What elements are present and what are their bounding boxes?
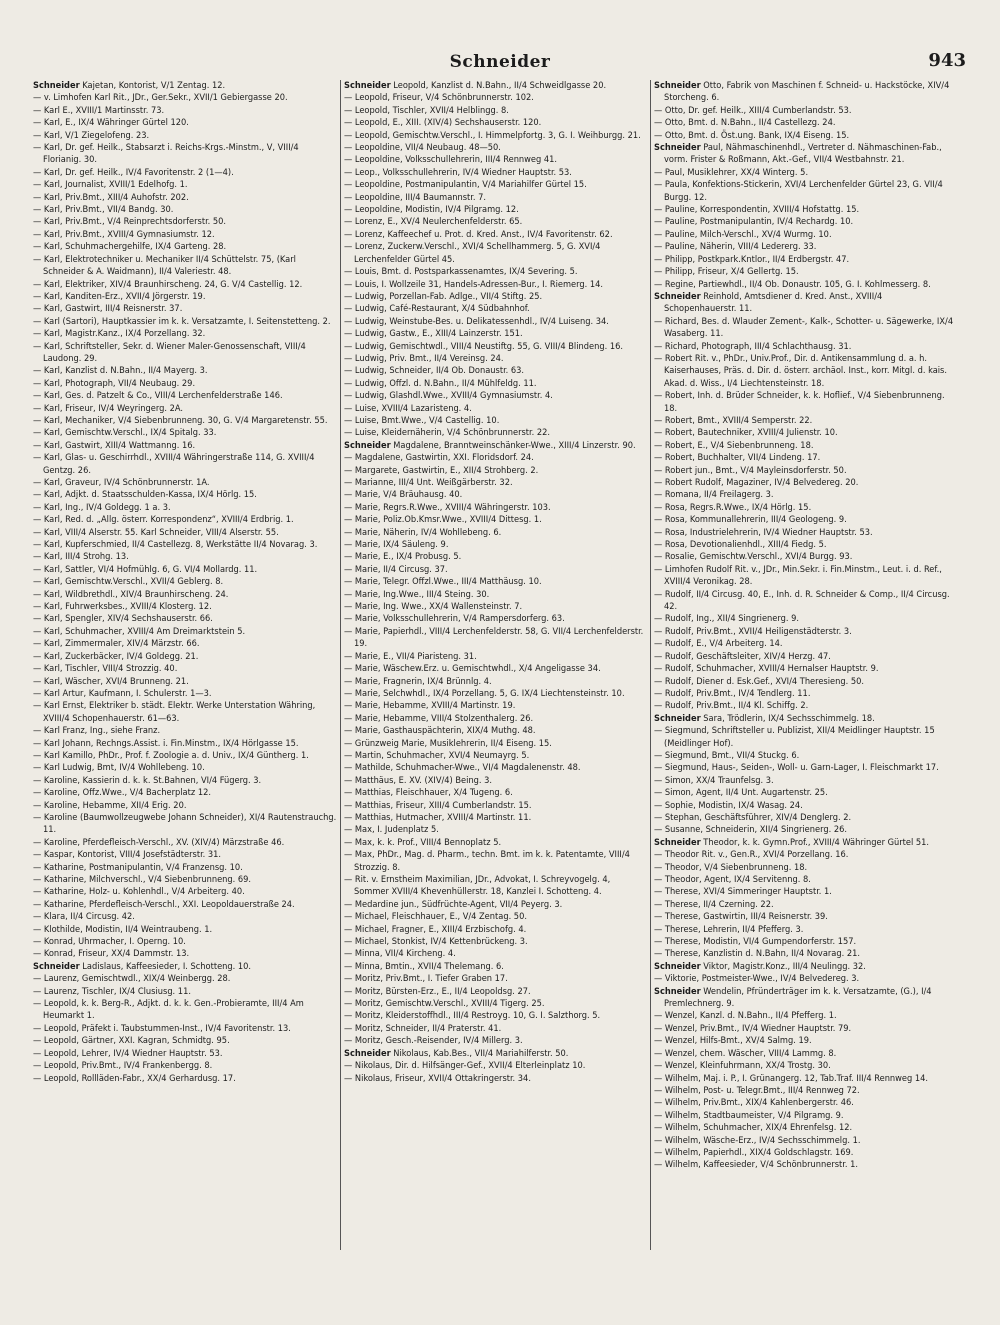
directory-entry: — Marie, Hebamme, VIII/4 Stolzenthalerg. 26.	[344, 712, 534, 724]
directory-entry: Schneider Wendelin, Pfründerträger im k. k. Versatzamte, (G.), I/4 Premlechnerg. 9.	[654, 985, 932, 1010]
directory-entry: — Karl, Zimmermaler, XIV/4 Märzstr. 66.	[33, 638, 200, 650]
directory-entry: — Leopold, Tischler, XVII/4 Helblingg. 8.	[344, 104, 509, 116]
directory-entry: — Karl, Zuckerbäcker, IV/4 Goldegg. 21.	[33, 650, 199, 662]
directory-entry: — Leopold, Lehrer, IV/4 Wiedner Hauptstr. 53.	[33, 1047, 223, 1059]
directory-entry: — Rudolf, Geschäftsleiter, XIV/4 Herzg. 47.	[654, 650, 831, 662]
directory-entry: — Ludwig, Gastw., E., XIII/4 Lainzerstr. 151.	[344, 328, 523, 340]
directory-entry: — Karl, Kupferschmied, II/4 Castellezg. 8, Werkstätte II/4 Novarag. 3.	[33, 539, 318, 551]
directory-entry: — Louis, I. Wollzeile 31, Handels-Adressen-Bur., I. Riemerg. 14.	[344, 278, 603, 290]
directory-entry: — Medardine jun., Südfrüchte-Agent, VII/4 Peyerg. 3.	[344, 898, 563, 910]
directory-columns	[30, 80, 962, 1250]
directory-entry: — Otto, Dr. gef. Heilk., XIII/4 Cumberlandstr. 53.	[654, 104, 852, 116]
directory-entry: — Karl, III/4 Strohg. 13.	[33, 551, 129, 563]
directory-entry: — Marie, Telegr. Offzl.Wwe., III/4 Matthäusg. 10.	[344, 576, 542, 588]
directory-entry: — Marie, Poliz.Ob.Kmsr.Wwe., XVIII/4 Dittesg. 1.	[344, 514, 542, 526]
directory-entry: — Rit. v. Ernstheim Maximilian, JDr., Advokat, I. Schreyvogelg. 4, Sommer XVIII/4 Khevenhüllerstr. 18, Kanzlei I. Schotteng. 4.	[344, 874, 611, 898]
directory-column-2	[340, 80, 650, 1250]
directory-entry: — Karl, Journalist, XVIII/1 Edelhofg. 1.	[33, 179, 188, 191]
directory-entry: — Ludwig, Offzl. d. N.Bahn., II/4 Mühlfeldg. 11.	[344, 377, 537, 389]
directory-entry: Schneider Sara, Trödlerin, IX/4 Sechsschimmelg. 18.	[654, 712, 875, 724]
directory-entry: — Robert jun., Bmt., V/4 Mayleinsdorferstr. 50.	[654, 464, 847, 476]
directory-entry: — Karl, Gastwirt, XIII/4 Wattmanng. 16.	[33, 439, 196, 451]
directory-entry: — Siegmund, Haus-, Seiden-, Woll- u. Garn-Lager, I. Fleischmarkt 17.	[654, 762, 939, 774]
directory-entry: — Karl, Priv.Bmt., XVIII/4 Gymnasiumstr. 12.	[33, 228, 215, 240]
directory-entry: — Moritz, Bürsten-Erz., E., II/4 Leopoldsg. 27.	[344, 985, 531, 997]
directory-entry: — Louis, Bmt. d. Postsparkassenamtes, IX/4 Severing. 5.	[344, 266, 578, 278]
directory-entry: — Wilhelm, Post- u. Telegr.Bmt., III/4 Rennweg 72.	[654, 1084, 860, 1096]
directory-entry: — Robert, Inh. d. Brüder Schneider, k. k. Hoflief., V/4 Siebenbrunneng. 18.	[654, 390, 945, 414]
directory-entry: — Karl, Ges. d. Patzelt & Co., VIII/4 Lerchenfelderstraße 146.	[33, 390, 283, 402]
directory-entry: — Leopoldine, Postmanipulantin, V/4 Mariahilfer Gürtel 15.	[344, 179, 587, 191]
directory-entry: — Paula, Konfektions-Stickerin, XVI/4 Lerchenfelder Gürtel 23, G. VII/4 Burgg. 12.	[654, 179, 943, 203]
directory-entry: — Philipp, Friseur, X/4 Gellertg. 15.	[654, 266, 799, 278]
directory-entry: — Siegmund, Schriftsteller u. Publizist, XII/4 Meidlinger Hauptstr. 15 (Meidlinger Hof).	[654, 725, 935, 749]
directory-entry: — Leopold, Priv.Bmt., IV/4 Frankenbergg. 8.	[33, 1060, 213, 1072]
directory-entry: — Katharine, Postmanipulantin, V/4 Franzensg. 10.	[33, 861, 243, 873]
directory-entry: Schneider Kajetan, Kontorist, V/1 Zentag. 12.	[33, 80, 226, 91]
directory-entry: — Rudolf, Priv.Bmt., IV/4 Tendlerg. 11.	[654, 687, 811, 699]
directory-entry: — Margarete, Gastwirtin, E., XII/4 Strohberg. 2.	[344, 464, 539, 476]
directory-entry: — Laurenz, Tischler, IX/4 Clusiusg. 11.	[33, 985, 191, 997]
directory-entry: — Wilhelm, Papierhdl., XIX/4 Goldschlagstr. 169.	[654, 1146, 854, 1158]
directory-entry: — Rosa, Industrielehrerin, IV/4 Wiedner Hauptstr. 53.	[654, 526, 873, 538]
directory-entry: — Karl Artur, Kaufmann, I. Schulerstr. 1—3.	[33, 687, 212, 699]
directory-entry: — Karl, Ing., IV/4 Goldegg. 1 a. 3.	[33, 501, 171, 513]
directory-entry: — Rudolf, Schuhmacher, XVIII/4 Hernalser Hauptstr. 9.	[654, 663, 879, 675]
directory-entry: — Matthias, Friseur, XIII/4 Cumberlandstr. 15.	[344, 799, 532, 811]
directory-entry: — Karl Johann, Rechngs.Assist. i. Fin.Minstm., IX/4 Hörlgasse 15.	[33, 737, 299, 749]
directory-entry: — Minna, Bmtin., XVII/4 Thelemang. 6.	[344, 960, 504, 972]
directory-entry: — Marie, IX/4 Säuleng. 9.	[344, 539, 449, 551]
directory-entry: — Marie, Ing. Wwe., XX/4 Wallensteinstr. 7.	[344, 601, 523, 613]
directory-entry: Schneider Paul, Nähmaschinenhdl., Vertreter d. Nähmaschinen-Fab., vorm. Frister & Roßmann, Akt.-Gef., VII/4 Westbahnstr. 21.	[654, 142, 942, 166]
directory-entry: Schneider Reinhold, Amtsdiener d. Kred. Anst., XVIII/4 Schopenhauerstr. 11.	[654, 290, 883, 315]
directory-entry: Schneider Viktor, Magistr.Konz., III/4 Neulingg. 32.	[654, 960, 866, 972]
directory-entry: — Ludwig, Glashdl.Wwe., XVIII/4 Gymnasiumstr. 4.	[344, 390, 553, 402]
directory-entry: — Marie, Gasthauspächterin, XIX/4 Muthg. 48.	[344, 725, 536, 737]
directory-entry: — Pauline, Postmanipulantin, IV/4 Rechardg. 10.	[654, 216, 854, 228]
directory-entry: — Karoline, Kassierin d. k. k. St.Bahnen, VI/4 Fügerg. 3.	[33, 774, 262, 786]
directory-entry: — Moritz, Gesch.-Reisender, IV/4 Millerg. 3.	[344, 1035, 523, 1047]
directory-entry: — Leop., Volksschullehrerin, IV/4 Wiedner Hauptstr. 53.	[344, 166, 572, 178]
directory-entry: — Karoline, Pferdefleisch-Verschl., XV. (XIV/4) Märzstraße 46.	[33, 836, 285, 848]
page-number: 943	[928, 50, 966, 71]
directory-entry: — Karl, Adjkt. d. Staatsschulden-Kassa, IX/4 Hörlg. 15.	[33, 489, 257, 501]
directory-entry: — Wilhelm, Kaffeesieder, V/4 Schönbrunnerstr. 1.	[654, 1159, 858, 1171]
directory-entry: — Nikolaus, Friseur, XVII/4 Ottakringerstr. 34.	[344, 1072, 531, 1084]
directory-entry: — Pauline, Korrespondentin, XVIII/4 Hofstattg. 15.	[654, 204, 860, 216]
running-title: Schneider	[449, 52, 551, 72]
directory-entry: — Matthäus, E. XV. (XIV/4) Being. 3.	[344, 774, 493, 786]
directory-entry: Schneider Otto, Fabrik von Maschinen f. Schneid- u. Hackstöcke, XIV/4 Storcheng. 6.	[654, 80, 950, 104]
directory-entry: — Max, k. k. Prof., VIII/4 Bennoplatz 5.	[344, 836, 502, 848]
directory-column-1	[30, 80, 340, 1250]
directory-entry: — Marie, E., IX/4 Probusg. 5.	[344, 551, 462, 563]
directory-entry: — Therese, Modistin, VI/4 Gumpendorferstr. 157.	[654, 936, 857, 948]
directory-entry: — Moritz, Kleiderstoffhdl., III/4 Restroyg. 10, G. I. Salzthorg. 5.	[344, 1010, 601, 1022]
directory-entry: — Otto, Bmt. d. Öst.ung. Bank, IX/4 Eiseng. 15.	[654, 129, 850, 141]
directory-entry: — Marie, E., VII/4 Piaristeng. 31.	[344, 650, 477, 662]
directory-entry: Schneider Theodor, k. k. Gymn.Prof., XVIII/4 Währinger Gürtel 51.	[654, 836, 930, 848]
directory-entry: — Karl, Kanditen-Erz., XVII/4 Jörgerstr. 19.	[33, 290, 206, 302]
directory-entry: — Karl, Glas- u. Geschirrhdl., XVIII/4 Währingerstraße 114, G. XVIII/4 Gentzg. 26.	[33, 452, 315, 476]
directory-entry: — Moritz, Gemischtw.Verschl., XVIII/4 Tigerg. 25.	[344, 998, 545, 1010]
directory-entry: — Wilhelm, Wäsche-Erz., IV/4 Sechsschimmelg. 1.	[654, 1134, 861, 1146]
directory-entry: — Karoline, Offz.Wwe., V/4 Bacherplatz 12.	[33, 787, 211, 799]
directory-entry: — Richard, Bes. d. Wlauder Zement-, Kalk-, Schotter- u. Sägewerke, IX/4 Wasaberg. 11.	[654, 315, 954, 340]
directory-entry: — Wilhelm, Schuhmacher, XIX/4 Ehrenfelsg. 12.	[654, 1122, 853, 1134]
directory-entry: — Ludwig, Priv. Bmt., II/4 Vereinsg. 24.	[344, 352, 504, 364]
directory-entry: — Katharine, Pferdefleisch-Verschl., XXI. Leopoldauerstraße 24.	[33, 898, 295, 910]
directory-entry: — Karl, Spengler, XIV/4 Sechshauserstr. 66.	[33, 613, 213, 625]
directory-entry: — Rosa, Kommunallehrerin, III/4 Geologeng. 9.	[654, 514, 847, 526]
directory-entry: — Pauline, Näherin, VIII/4 Ledererg. 33.	[654, 241, 817, 253]
directory-entry: — Siegmund, Bmt., VII/4 Stuckg. 6.	[654, 749, 800, 761]
directory-entry: — Richard, Photograph, III/4 Schlachthausg. 31.	[654, 340, 852, 352]
directory-entry: — Karl, Magistr.Kanz., IX/4 Porzellang. 32.	[33, 328, 206, 340]
directory-entry: — Paul, Musiklehrer, XX/4 Winterg. 5.	[654, 166, 809, 178]
directory-entry: — Konrad, Friseur, XX/4 Dammstr. 13.	[33, 948, 190, 960]
directory-entry: — Therese, Kanzlistin d. N.Bahn, II/4 Novarag. 21.	[654, 948, 860, 960]
directory-entry: — Kaspar, Kontorist, VIII/4 Josefstädterstr. 31.	[33, 849, 222, 861]
directory-entry: — Laurenz, Gemischtwdl., XIX/4 Weinbergg. 28.	[33, 973, 231, 985]
directory-entry: — Max, PhDr., Mag. d. Pharm., techn. Bmt. im k. k. Patentamte, VIII/4 Strozzig. 8.	[344, 849, 630, 873]
directory-entry: — Karoline, Hebamme, XII/4 Erig. 20.	[33, 799, 187, 811]
directory-entry: — Karl, Gemischtw.Verschl., IX/4 Spitalg. 33.	[33, 427, 217, 439]
directory-entry: — Nikolaus, Dir. d. Hilfsänger-Gef., XVII/4 Elterleinplatz 10.	[344, 1060, 586, 1072]
directory-entry: Schneider Nikolaus, Kab.Bes., VII/4 Mariahilferstr. 50.	[344, 1047, 569, 1059]
directory-entry: — Marie, Näherin, IV/4 Wohllebeng. 6.	[344, 526, 502, 538]
directory-entry: — Rudolf, Diener d. Esk.Gef., XVI/4 Theresieng. 50.	[654, 675, 864, 687]
directory-entry: — Karl, Priv.Bmt., V/4 Reinprechtsdorferstr. 50.	[33, 216, 227, 228]
directory-entry: — Katharine, Holz- u. Kohlenhdl., V/4 Arbeiterg. 40.	[33, 886, 245, 898]
directory-entry: — Luise, Bmt.Wwe., V/4 Castellig. 10.	[344, 414, 500, 426]
directory-entry: — Karl, Mechaniker, V/4 Siebenbrunneng. 30, G. V/4 Margaretenstr. 55.	[33, 414, 328, 426]
directory-entry: — Leopoldine, VII/4 Neubaug. 48—50.	[344, 142, 501, 154]
directory-entry: — Therese, XVI/4 Simmeringer Hauptstr. 1.	[654, 886, 832, 898]
directory-entry: — Leopoldine, Modistin, IV/4 Pilgramg. 12.	[344, 204, 519, 216]
directory-entry: — Rudolf, Ing., XII/4 Singrienerg. 9.	[654, 613, 799, 625]
directory-entry: — Grünzweig Marie, Musiklehrerin, II/4 Eiseng. 15.	[344, 737, 552, 749]
directory-entry: — Karl, Priv.Bmt., XIII/4 Auhofstr. 202.	[33, 191, 189, 203]
directory-entry: — Michael, Fleischhauer, E., V/4 Zentag. 50.	[344, 911, 527, 923]
directory-entry: — Rudolf, II/4 Circusg. 40, E., Inh. d. R. Schneider & Comp., II/4 Circusg. 42.	[654, 588, 950, 613]
page-header	[30, 48, 970, 78]
directory-entry: Schneider Ladislaus, Kaffeesieder, I. Schotteng. 10.	[33, 960, 252, 972]
directory-entry: — Rosalie, Gemischtw.Verschl., XVI/4 Burgg. 93.	[654, 551, 853, 563]
directory-entry: — Magdalene, Gastwirtin, XXI. Floridsdorf. 24.	[344, 452, 534, 464]
directory-entry: — Marianne, III/4 Unt. Weißgärberstr. 32.	[344, 477, 513, 488]
directory-entry: — Konrad, Uhrmacher, I. Operng. 10.	[33, 936, 186, 948]
directory-entry: — Karl, Red. d. „Allg. österr. Korrespondenz“, XVIII/4 Erdbrig. 1.	[33, 514, 294, 526]
directory-entry: — Matthias, Fleischhauer, X/4 Tugeng. 6.	[344, 787, 513, 799]
directory-entry: — Karl E., XVIII/1 Martinsstr. 73.	[33, 104, 165, 116]
directory-entry: — Robert, Buchhalter, VII/4 Lindeng. 17.	[654, 452, 821, 464]
directory-entry: — Michael, Stonkist, IV/4 Kettenbrückeng. 3.	[344, 936, 528, 948]
directory-entry: — Karl, VIII/4 Alserstr. 55. Karl Schneider, VIII/4 Alserstr. 55.	[33, 526, 279, 538]
directory-entry: — Ludwig, Gemischtwdl., VIII/4 Neustiftg. 55, G. VIII/4 Blindeng. 16.	[344, 340, 623, 352]
directory-entry: — Leopoldine, Volksschullehrerin, III/4 Rennweg 41.	[344, 154, 558, 166]
directory-entry: — Wenzel, Priv.Bmt., IV/4 Wiedner Hauptstr. 79.	[654, 1022, 852, 1034]
directory-entry: — Wenzel, Kanzl. d. N.Bahn., II/4 Pfefferg. 1.	[654, 1010, 837, 1022]
directory-entry: — Marie, Papierhdl., VIII/4 Lerchenfelderstr. 58, G. VII/4 Lerchenfelderstr. 19.	[344, 625, 644, 650]
directory-entry: — Otto, Bmt. d. N.Bahn., II/4 Castellezg. 24.	[654, 117, 836, 129]
directory-entry: — Regine, Partiewhdl., II/4 Ob. Donaustr. 105, G. I. Kohlmesserg. 8.	[654, 278, 931, 290]
directory-entry: — Karl, Priv.Bmt., VII/4 Bandg. 30.	[33, 204, 174, 216]
directory-entry: — Theodor, Agent, IX/4 Servitenng. 8.	[654, 874, 811, 885]
directory-entry: — Leopoldine, III/4 Baumannstr. 7.	[344, 191, 486, 203]
directory-entry: — Karl Ludwig, Bmt, IV/4 Wohllebeng. 10.	[33, 762, 205, 774]
directory-entry: — Karl Franz, Ing., siehe Franz.	[33, 725, 161, 737]
directory-entry: — Philipp, Postkpark.Kntlor., II/4 Erdbergstr. 47.	[654, 253, 850, 265]
directory-entry: — Karl, Friseur, IV/4 Weyringerg. 2A.	[33, 402, 183, 414]
directory-entry: — Luise, Kleidernäherin, V/4 Schönbrunnerstr. 22.	[344, 427, 550, 439]
directory-entry: — Leopold, Gärtner, XXI. Kagran, Schmidtg. 95.	[33, 1035, 230, 1047]
directory-entry: — Karl, V/1 Ziegelofeng. 23.	[33, 129, 150, 141]
directory-entry: — Wenzel, Kleinfuhrmann, XX/4 Trostg. 30.	[654, 1060, 831, 1072]
directory-entry: — Simon, XX/4 Traunfelsg. 3.	[654, 774, 774, 786]
directory-entry: — Karl, Gemischtw.Verschl., XVII/4 Geblerg. 8.	[33, 576, 224, 588]
directory-entry: — Klothilde, Modistin, II/4 Weintraubeng. 1.	[33, 923, 213, 935]
directory-entry: — Lorenz, E., XV/4 Neulerchenfelderstr. 65.	[344, 216, 523, 228]
directory-entry: — Karl Ernst, Elektriker b. städt. Elektr. Werke Unterstation Währing, XVIII/4 Schopenhauerstr. 61—63.	[33, 700, 316, 724]
directory-entry: — Wilhelm, Maj. i. P., I. Grünangerg. 12, Tab.Traf. III/4 Rennweg 14.	[654, 1072, 929, 1084]
directory-column-3	[650, 80, 960, 1250]
directory-entry: — Leopold, E., XIII. (XIV/4) Sechshauserstr. 120.	[344, 117, 542, 129]
directory-entry: — Martin, Schuhmacher, XVI/4 Neumayrg. 5.	[344, 749, 530, 761]
directory-entry: — Wenzel, chem. Wäscher, VIII/4 Lammg. 8.	[654, 1047, 837, 1059]
directory-entry: — Rosa, Devotionalienhdl., XIII/4 Fiedg. 5.	[654, 539, 827, 551]
directory-entry: — Robert, Bmt., XVIII/4 Semperstr. 22.	[654, 414, 813, 426]
directory-entry: — Karl, Kanzlist d. N.Bahn., II/4 Mayerg. 3.	[33, 365, 208, 377]
directory-entry: — Marie, Hebamme, XVIII/4 Martinstr. 19.	[344, 700, 516, 712]
directory-entry: — Marie, Wäschew.Erz. u. Gemischtwhdl., X/4 Angeligasse 34.	[344, 663, 601, 675]
directory-entry: — Marie, V/4 Bräuhausg. 40.	[344, 489, 463, 501]
directory-entry: — Leopold, k. k. Berg-R., Adjkt. d. k. k. Gen.-Probieramte, III/4 Am Heumarkt 1.	[33, 998, 304, 1022]
directory-entry: — Michael, Fragner, E., XIII/4 Erzbischofg. 4.	[344, 923, 527, 935]
directory-entry: — Robert, Bautechniker, XVIII/4 Julienstr. 10.	[654, 427, 838, 439]
directory-entry: — Marie, Selchwhdl., IX/4 Porzellang. 5, G. IX/4 Liechtensteinstr. 10.	[344, 687, 625, 699]
directory-entry: — Katharine, Milchverschl., V/4 Siebenbrunneng. 69.	[33, 874, 252, 885]
directory-entry: — Rudolf, Priv.Bmt., XVII/4 Heiligenstädterstr. 3.	[654, 625, 852, 637]
directory-entry: — Lorenz, Kaffeechef u. Prot. d. Kred. Anst., IV/4 Favoritenstr. 62.	[344, 228, 613, 240]
directory-entry: — Rosa, Regrs.R.Wwe., IX/4 Hörlg. 15.	[654, 501, 812, 513]
directory-entry: Schneider Leopold, Kanzlist d. N.Bahn., II/4 Schweidlgasse 20.	[344, 80, 607, 91]
directory-entry: — Karl, Schriftsteller, Sekr. d. Wiener Maler-Genossenschaft, VIII/4 Laudong. 29.	[33, 340, 306, 364]
directory-entry: — Moritz, Schneider, II/4 Praterstr. 41.	[344, 1022, 502, 1034]
directory-entry: — Therese, Gastwirtin, III/4 Reisnerstr. 39.	[654, 911, 828, 923]
directory-entry: — Karl, Schuhmachergehilfe, IX/4 Garteng. 28.	[33, 241, 227, 253]
directory-entry: — Max, I. Judenplatz 5.	[344, 824, 439, 836]
directory-entry: — Leopold, Gemischtw.Verschl., I. Himmelpfortg. 3, G. I. Weihburgg. 21.	[344, 129, 641, 141]
directory-entry: — Romana, II/4 Freilagerg. 3.	[654, 489, 774, 501]
directory-entry: — Stephan, Geschäftsführer, XIV/4 Denglerg. 2.	[654, 811, 852, 823]
directory-entry: — Leopold, Friseur, V/4 Schönbrunnerstr. 102.	[344, 92, 534, 104]
directory-entry: — Karl, Tischler, VIII/4 Strozzig. 40.	[33, 663, 178, 675]
directory-entry: — Matthias, Hutmacher, XVIII/4 Martinstr. 11.	[344, 811, 532, 823]
directory-entry: — Karl Kamillo, PhDr., Prof. f. Zoologie a. d. Univ., IX/4 Güntherg. 1.	[33, 749, 309, 761]
directory-entry: — Karl, Schuhmacher, XVIII/4 Am Dreimarktstein 5.	[33, 625, 246, 637]
directory-entry: — Karl, Dr. gef. Heilk., Stabsarzt i. Reichs-Krgs.-Minstm., V, VIII/4 Florianig. 30.	[33, 142, 299, 166]
directory-entry: — Moritz, Priv.Bmt., I. Tiefer Graben 17.	[344, 973, 508, 985]
directory-entry: — v. Limhofen Karl Rit., JDr., Ger.Sekr., XVII/1 Gebiergasse 20.	[33, 92, 288, 104]
directory-entry: — Karl, Dr. gef. Heilk., IV/4 Favoritenstr. 2 (1—4).	[33, 166, 234, 178]
directory-entry: — Marie, Fragnerin, IX/4 Brünnlg. 4.	[344, 675, 492, 687]
directory-entry: — Susanne, Schneiderin, XII/4 Singrienerg. 26.	[654, 824, 847, 836]
directory-entry: — Karl, Elektrotechniker u. Mechaniker II/4 Schüttelstr. 75, (Karl Schneider & A. Waidmann), II/4 Valeriestr. 48.	[33, 253, 296, 278]
directory-entry: — Ludwig, Schneider, II/4 Ob. Donaustr. 63.	[344, 365, 525, 377]
directory-entry: — Karl, Photograph, VII/4 Neubaug. 29.	[33, 377, 196, 389]
directory-entry: — Robert Rit. v., PhDr., Univ.Prof., Dir. d. Antikensammlung d. a. h. Kaiserhauses, Präs. d. Dir. d. österr. archäol. Inst., korr. Mitgl. d. kais. Akad. d. Wiss., I/4 Liechtensteinstr. 18.	[654, 352, 947, 389]
directory-entry: — Leopold, Präfekt i. Taubstummen-Inst., IV/4 Favoritenstr. 13.	[33, 1022, 291, 1034]
directory-entry: — Lorenz, Zuckerw.Verschl., XVI/4 Schellhammerg. 5, G. XVI/4 Lerchenfelder Gürtel 45.	[344, 241, 601, 265]
directory-entry: — Karl, Graveur, IV/4 Schönbrunnerstr. 1A.	[33, 477, 210, 488]
directory-entry: — Karl, Fuhrwerksbes., XVIII/4 Klosterg. 12.	[33, 601, 212, 613]
directory-entry: — Simon, Agent, II/4 Unt. Augartenstr. 25.	[654, 787, 828, 799]
directory-entry: — Wilhelm, Stadtbaumeister, V/4 Pilgramg. 9.	[654, 1109, 844, 1121]
directory-entry: — Karl, Wildbrethdl., XIV/4 Braunhirscheng. 24.	[33, 588, 229, 600]
directory-entry: — Theodor Rit. v., Gen.R., XVI/4 Porzellang. 16.	[654, 849, 849, 861]
directory-entry: — Therese, Lehrerin, II/4 Pfefferg. 3.	[654, 923, 804, 935]
directory-entry: — Therese, II/4 Czerning. 22.	[654, 898, 774, 910]
directory-entry: — Karl, Wäscher, XVI/4 Brunneng. 21.	[33, 675, 189, 687]
directory-entry: Schneider Magdalene, Branntweinschänker-Wwe., XIII/4 Linzerstr. 90.	[344, 439, 636, 451]
directory-entry: — Klara, II/4 Circusg. 42.	[33, 911, 135, 923]
directory-entry: — Viktorie, Postmeister-Wwe., IV/4 Belvedereg. 3.	[654, 973, 860, 985]
directory-entry: — Luise, XVIII/4 Lazaristeng. 4.	[344, 402, 472, 414]
directory-entry: — Karl (Sartori), Hauptkassier im k. k. Versatzamte, I. Seitenstetteng. 2.	[33, 315, 331, 327]
directory-entry: — Karl, E., IX/4 Währinger Gürtel 120.	[33, 117, 189, 129]
directory-entry: — Ludwig, Café-Restaurant, X/4 Südbahnhof.	[344, 303, 530, 315]
directory-entry: — Ludwig, Weinstube-Bes. u. Delikatessenhdl., IV/4 Luiseng. 34.	[344, 315, 609, 327]
directory-entry: — Ludwig, Porzellan-Fab. Adlge., VII/4 Stiftg. 25.	[344, 290, 543, 302]
directory-entry: — Marie, Volksschullehrerin, V/4 Rampersdorferg. 63.	[344, 613, 565, 625]
directory-entry: — Wilhelm, Priv.Bmt., XIX/4 Kahlenbergerstr. 46.	[654, 1097, 854, 1109]
directory-entry: — Robert Rudolf, Magaziner, IV/4 Belvedereg. 20.	[654, 477, 859, 488]
directory-entry: — Sophie, Modistin, IX/4 Wasag. 24.	[654, 799, 803, 811]
directory-entry: — Robert, E., V/4 Siebenbrunneng. 18.	[654, 439, 814, 451]
directory-entry: — Karl, Sattler, VI/4 Hofmühlg. 6, G. VI/4 Mollardg. 11.	[33, 563, 258, 575]
directory-entry: — Pauline, Milch-Verschl., XV/4 Wurmg. 10.	[654, 228, 832, 240]
directory-entry: — Marie, Regrs.R.Wwe., XVIII/4 Währingerstr. 103.	[344, 501, 551, 513]
directory-entry: — Minna, VII/4 Kircheng. 4.	[344, 948, 456, 960]
directory-entry: — Rudolf, Priv.Bmt., II/4 Kl. Schiffg. 2.	[654, 700, 809, 712]
directory-entry: — Leopold, Rollläden-Fabr., XX/4 Gerhardusg. 17.	[33, 1072, 236, 1084]
directory-entry: — Karl, Elektriker, XIV/4 Braunhirscheng. 24, G. V/4 Castellig. 12.	[33, 278, 303, 290]
directory-entry: — Limhofen Rudolf Rit. v., JDr., Min.Sekr. i. Fin.Minstm., Leut. i. d. Ref., XVIII/4 Veronikag. 28.	[654, 563, 942, 588]
directory-entry: — Marie, Ing.Wwe., III/4 Steing. 30.	[344, 588, 490, 600]
directory-entry: — Mathilde, Schuhmacher-Wwe., VI/4 Magdalenenstr. 48.	[344, 762, 581, 774]
directory-entry: — Wenzel, Hilfs-Bmt., XV/4 Salmg. 19.	[654, 1035, 812, 1047]
directory-entry: — Karl, Gastwirt, III/4 Reisnerstr. 37.	[33, 303, 183, 315]
directory-entry: — Karoline (Baumwollzeugwebe Johann Schneider), XI/4 Rautenstrauchg. 11.	[33, 811, 337, 836]
directory-entry: — Marie, II/4 Circusg. 37.	[344, 563, 448, 575]
directory-entry: — Theodor, V/4 Siebenbrunneng. 18.	[654, 861, 808, 873]
directory-entry: — Rudolf, E., V/4 Arbeiterg. 14.	[654, 638, 783, 650]
